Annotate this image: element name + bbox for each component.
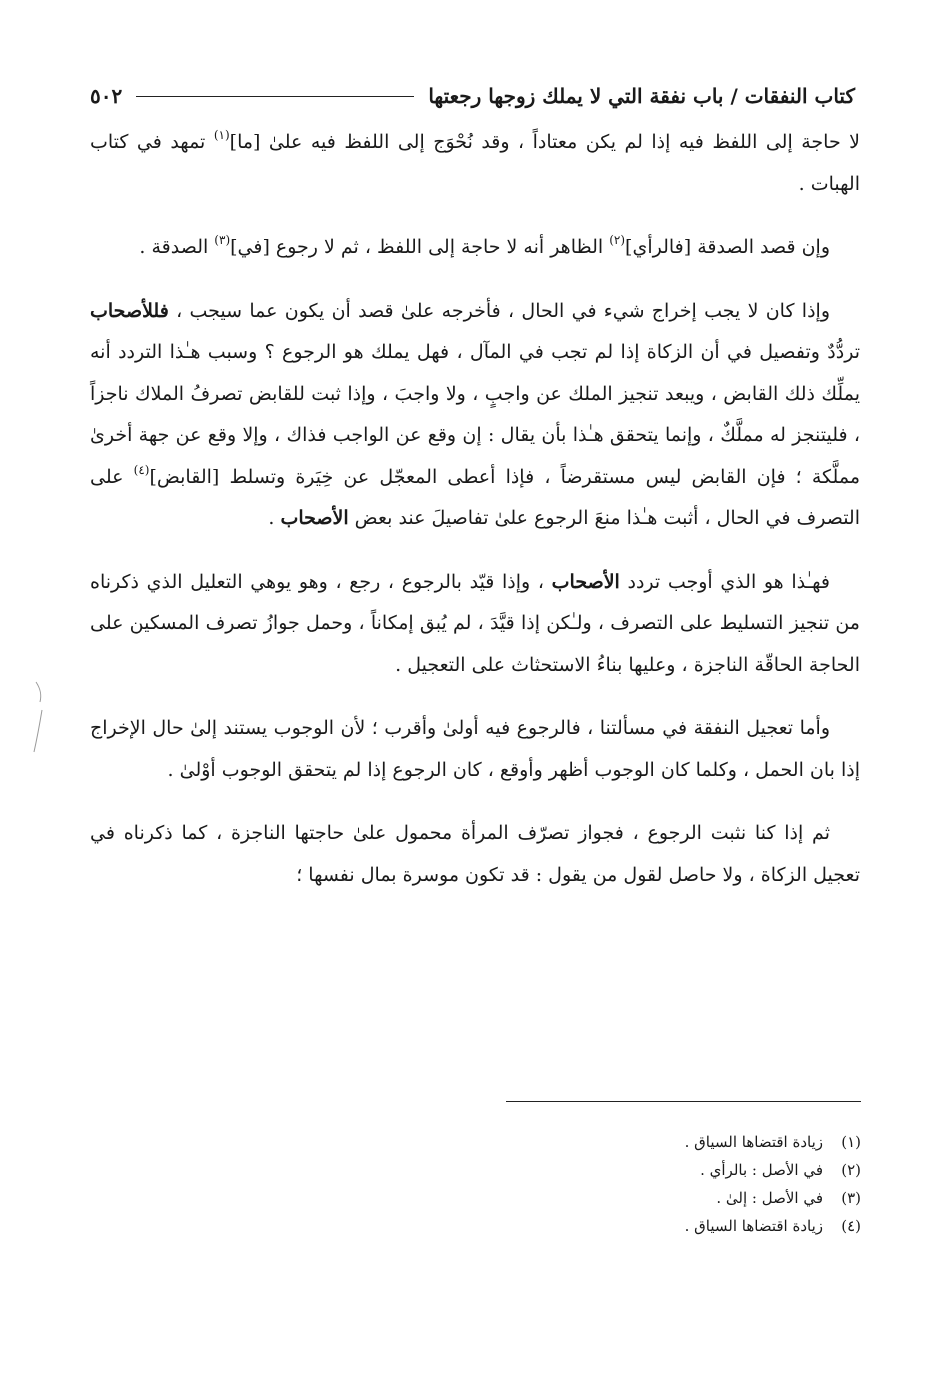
footnotes [361,1128,861,1240]
paragraph-4-bold: الأصحاب [551,570,620,593]
footnote-ref-3: (٣) [214,233,231,247]
paragraph-6: ثم إذا كنا نثبت الرجوع ، فجواز تصرّف المرأة محمول علىٰ حاجتها الناجزة ، كما ذكرناه في تعجيل الزكاة ، ولا حاصل لقول من يقول : قد تكون موسرة بمال نفسها ؛ [90,822,860,886]
footnote [361,1184,861,1212]
footnote-separator [506,1101,861,1102]
paragraph-3-text-d: . [268,507,281,529]
footnote-ref-2: (٢) [609,233,626,247]
paragraph-5: وأما تعجيل النفقة في مسألتنا ، فالرجوع فيه أولىٰ وأقرب ؛ لأن الوجوب يستند إلىٰ حال الإخراج إذا بان الحمل ، وكلما كان الوجوب أظهر وأوقع ، كان الرجوع إذا لم يتحقق الوجوب أوْلىٰ . [90,717,860,781]
footnote-text: في الأصل : إلىٰ . [716,1189,823,1207]
main-text [90,122,860,918]
paragraph-3-bold-b: الأصحاب [280,507,349,529]
paragraph-3 [90,291,860,540]
footnote [361,1212,861,1240]
paragraph-3-bold-a: فللأصحاب [90,299,169,322]
paragraph-3-text-c: على التصرف في الحال ، أثبت هـٰذا منعَ الرجوع علىٰ تفاصيلَ عند بعض [90,465,860,529]
paragraph-2 [90,227,860,269]
footnote-number: (٣) [841,1189,861,1207]
paragraph-4-text-b: ، وإذا قيّد بالرجوع ، رجع ، وهو يوهي التعليل الذي ذكرناه من تنجيز التسليط على التصرف ، ولـٰكن إذا قيَّدَ ، لم يُبق إمكاناً ، وحمل جوازُ تصرف المسكين على الحاجة الحاقّة الناجزة ، وعليها بناءُ الاستحثاث على التعجيل . [90,570,860,676]
paragraph-4 [90,562,860,687]
footnote-text: زيادة اقتضاها السياق . [684,1217,823,1235]
footnote-number: (٢) [841,1161,861,1179]
footnote [361,1156,861,1184]
header-title: كتاب النفقات / باب نفقة التي لا يملك زوجها رجعتها [428,84,855,108]
paragraph-4-text-a: فهـٰذا هو الذي أوجب تردد [619,570,831,593]
margin-pencil-mark [28,680,48,760]
paragraph-3-text-a: وإذا كان لا يجب إخراج شيء في الحال ، فأخرجه علىٰ قصد أن يكون عما سيجب ، [168,299,830,322]
footnote-number: (١) [841,1133,861,1151]
footnote-text: زيادة اقتضاها السياق . [684,1133,823,1151]
paragraph-2-text-b: الظاهر أنه لا حاجة إلى اللفظ ، ثم لا رجوع [في] [230,236,610,258]
paragraph-1-text-a: لا حاجة إلى اللفظ فيه إذا لم يكن معتاداً ، وقد نُحْوَج إلى اللفظ فيه علىٰ [ما] [229,131,861,153]
footnote-ref-1: (١) [213,128,230,142]
footnote-number: (٤) [841,1217,861,1235]
paragraph-2-text-c: الصدقة . [139,236,215,258]
paragraph-1 [90,122,860,205]
paragraph-2-text-a: وإن قصد الصدقة [فالرأي] [625,236,830,258]
paragraph-3-text-b: تردُّدٌ وتفصيل في أن الزكاة إذا لم تجب في المآل ، فهل يملك هو الرجوع ؟ وسبب هـٰذا التردد أنه يملِّك ذلك القابض ، ويبعد تنجيز الملك عن واجبٍ ، ولا واجبَ ، وإذا ثبت للقابض تصرفُ الملاك ناجزاً ، فليتنجز له مملَّكٌ ، وإنما يتحقق هـٰذا بأن يقال : إن وقع عن الواجب فذاك ، وإلا وقع عن جهة أخرىٰ مملَّكة ؛ فإن القابض ليس مستقرضاً ، فإذا أعطى المعجّل عن خِيَرة وتسلط [القابض] [90,341,860,488]
footnote-ref-4: (٤) [133,462,150,477]
header-rule [136,96,414,97]
running-header [90,76,855,116]
footnote-text: في الأصل : بالرأي . [700,1161,823,1179]
paragraph-1-text-b: تمهد في كتاب الهبات . [90,131,860,195]
footnote [361,1128,861,1156]
page-number: ٥٠٢ [90,84,123,108]
